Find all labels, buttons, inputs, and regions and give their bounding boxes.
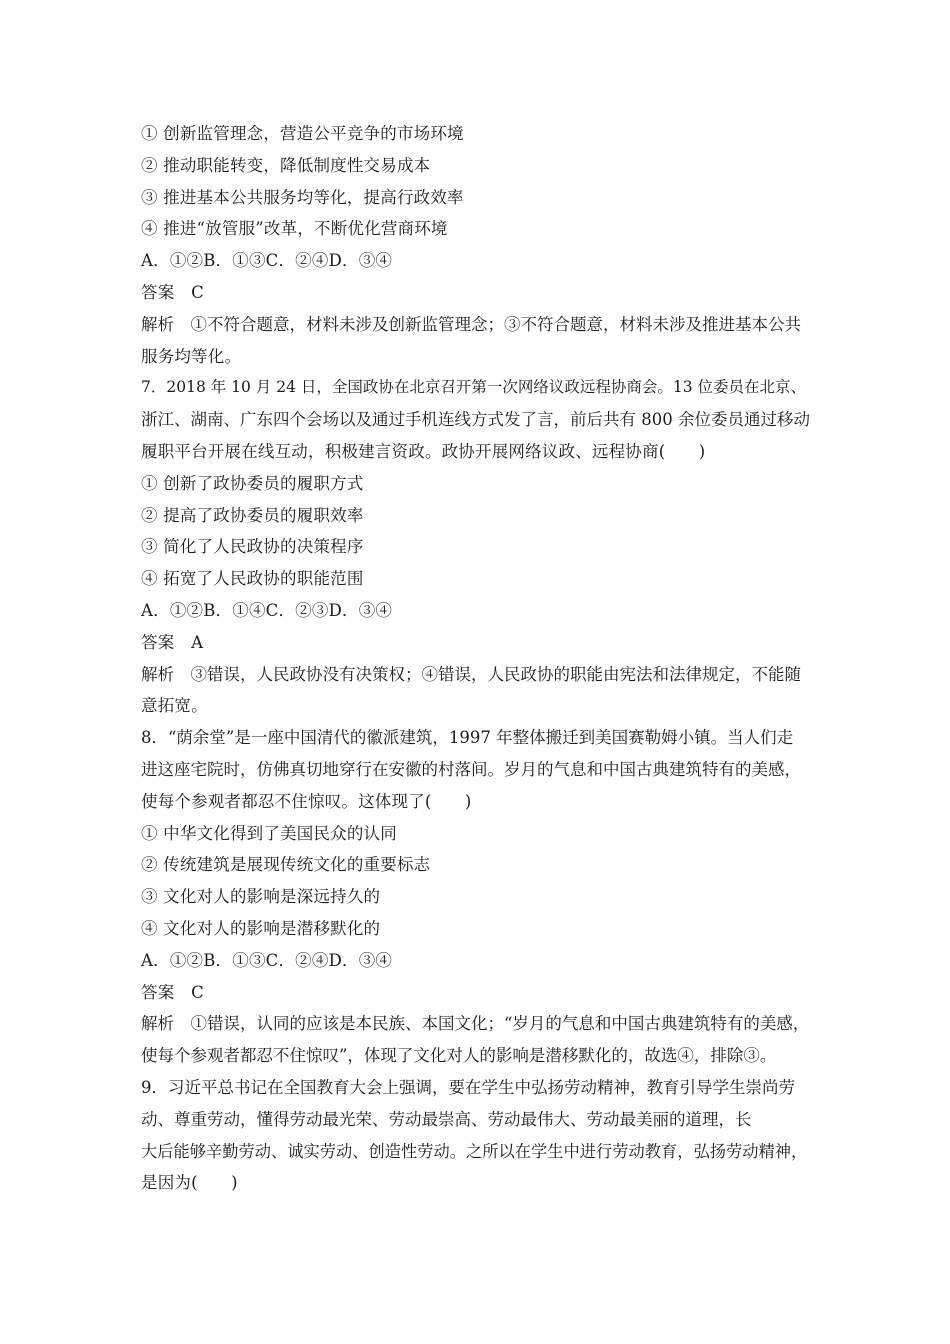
- option-statement-2: ② 推动职能转变，降低制度性交易成本: [141, 155, 431, 175]
- option-statement-2: ② 提高了政协委员的履职效率: [141, 505, 364, 525]
- question-7-stem: 7．2018 年 10 月 24 日，全国政协在北京召开第一次网络议政远程协商会。13 位委员在北京、: [141, 378, 807, 397]
- answer-choices: A．①②B．①③C．②④D．③④: [141, 251, 393, 271]
- analysis-line: 意拓宽。: [141, 696, 208, 716]
- analysis-line: 解析 ①不符合题意，材料未涉及创新监管理念；③不符合题意，材料未涉及推进基本公共: [141, 314, 801, 334]
- answer-line: 答案 C: [141, 982, 204, 1002]
- option-statement-3: ③ 推进基本公共服务均等化，提高行政效率: [141, 187, 464, 207]
- option-statement-2: ② 传统建筑是展现传统文化的重要标志: [141, 855, 431, 875]
- question-9-stem: 是因为( ): [141, 1173, 238, 1193]
- option-statement-4: ④ 推进“放管服”改革，不断优化营商环境: [141, 219, 448, 239]
- question-8-stem: 使每个参观者都忍不住惊叹。这体现了( ): [141, 791, 472, 811]
- document-page: [141, 118, 813, 1199]
- option-statement-1: ① 创新了政协委员的履职方式: [141, 473, 364, 493]
- analysis-line: 解析 ③错误，人民政协没有决策权；④错误，人民政协的职能由宪法和法律规定，不能随: [141, 664, 801, 684]
- answer-choices: A．①②B．①④C．②③D．③④: [141, 600, 393, 620]
- question-8-stem: 进这座宅院时，仿佛真切地穿行在安徽的村落间。岁月的气息和中国古典建筑特有的美感，: [141, 759, 801, 779]
- option-statement-3: ③ 简化了人民政协的决策程序: [141, 537, 364, 557]
- option-statement-4: ④ 文化对人的影响是潜移默化的: [141, 918, 381, 938]
- answer-line: 答案 A: [141, 632, 204, 652]
- option-statement-4: ④ 拓宽了人民政协的职能范围: [141, 569, 364, 589]
- question-9-stem: 动、尊重劳动，懂得劳动最光荣、劳动最崇高、劳动最伟大、劳动最美丽的道理，长: [141, 1109, 752, 1129]
- answer-choices: A．①②B．①③C．②④D．③④: [141, 950, 393, 970]
- question-7-stem: 履职平台开展在线互动，积极建言资政。政协开展网络议政、远程协商( ): [141, 441, 706, 461]
- option-statement-1: ① 中华文化得到了美国民众的认同: [141, 823, 397, 843]
- answer-line: 答案 C: [141, 282, 204, 302]
- question-8-stem: 8．“荫余堂”是一座中国清代的徽派建筑，1997 年整体搬迁到美国赛勒姆小镇。当人们走: [141, 728, 794, 748]
- option-statement-1: ① 创新监管理念，营造公平竞争的市场环境: [141, 124, 464, 143]
- question-7-stem: 浙江、湖南、广东四个会场以及通过手机连线方式发了言，前后共有 800 余位委员通过移动: [141, 410, 810, 430]
- question-9-stem: 9．习近平总书记在全国教育大会上强调，要在学生中弘扬劳动精神，教育引导学生崇尚劳: [141, 1077, 795, 1097]
- analysis-line: 服务均等化。: [141, 346, 242, 366]
- analysis-line: 使每个参观者都忍不住惊叹”，体现了文化对人的影响是潜移默化的，故选④，排除③。: [141, 1046, 777, 1066]
- question-9-stem: 大后能够辛勤劳动、诚实劳动、创造性劳动。之所以在学生中进行劳动教育，弘扬劳动精神，: [141, 1141, 808, 1161]
- option-statement-3: ③ 文化对人的影响是深远持久的: [141, 887, 381, 907]
- analysis-line: 解析 ①错误，认同的应该是本民族、本国文化；“岁月的气息和中国古典建筑特有的美感，: [141, 1014, 810, 1034]
